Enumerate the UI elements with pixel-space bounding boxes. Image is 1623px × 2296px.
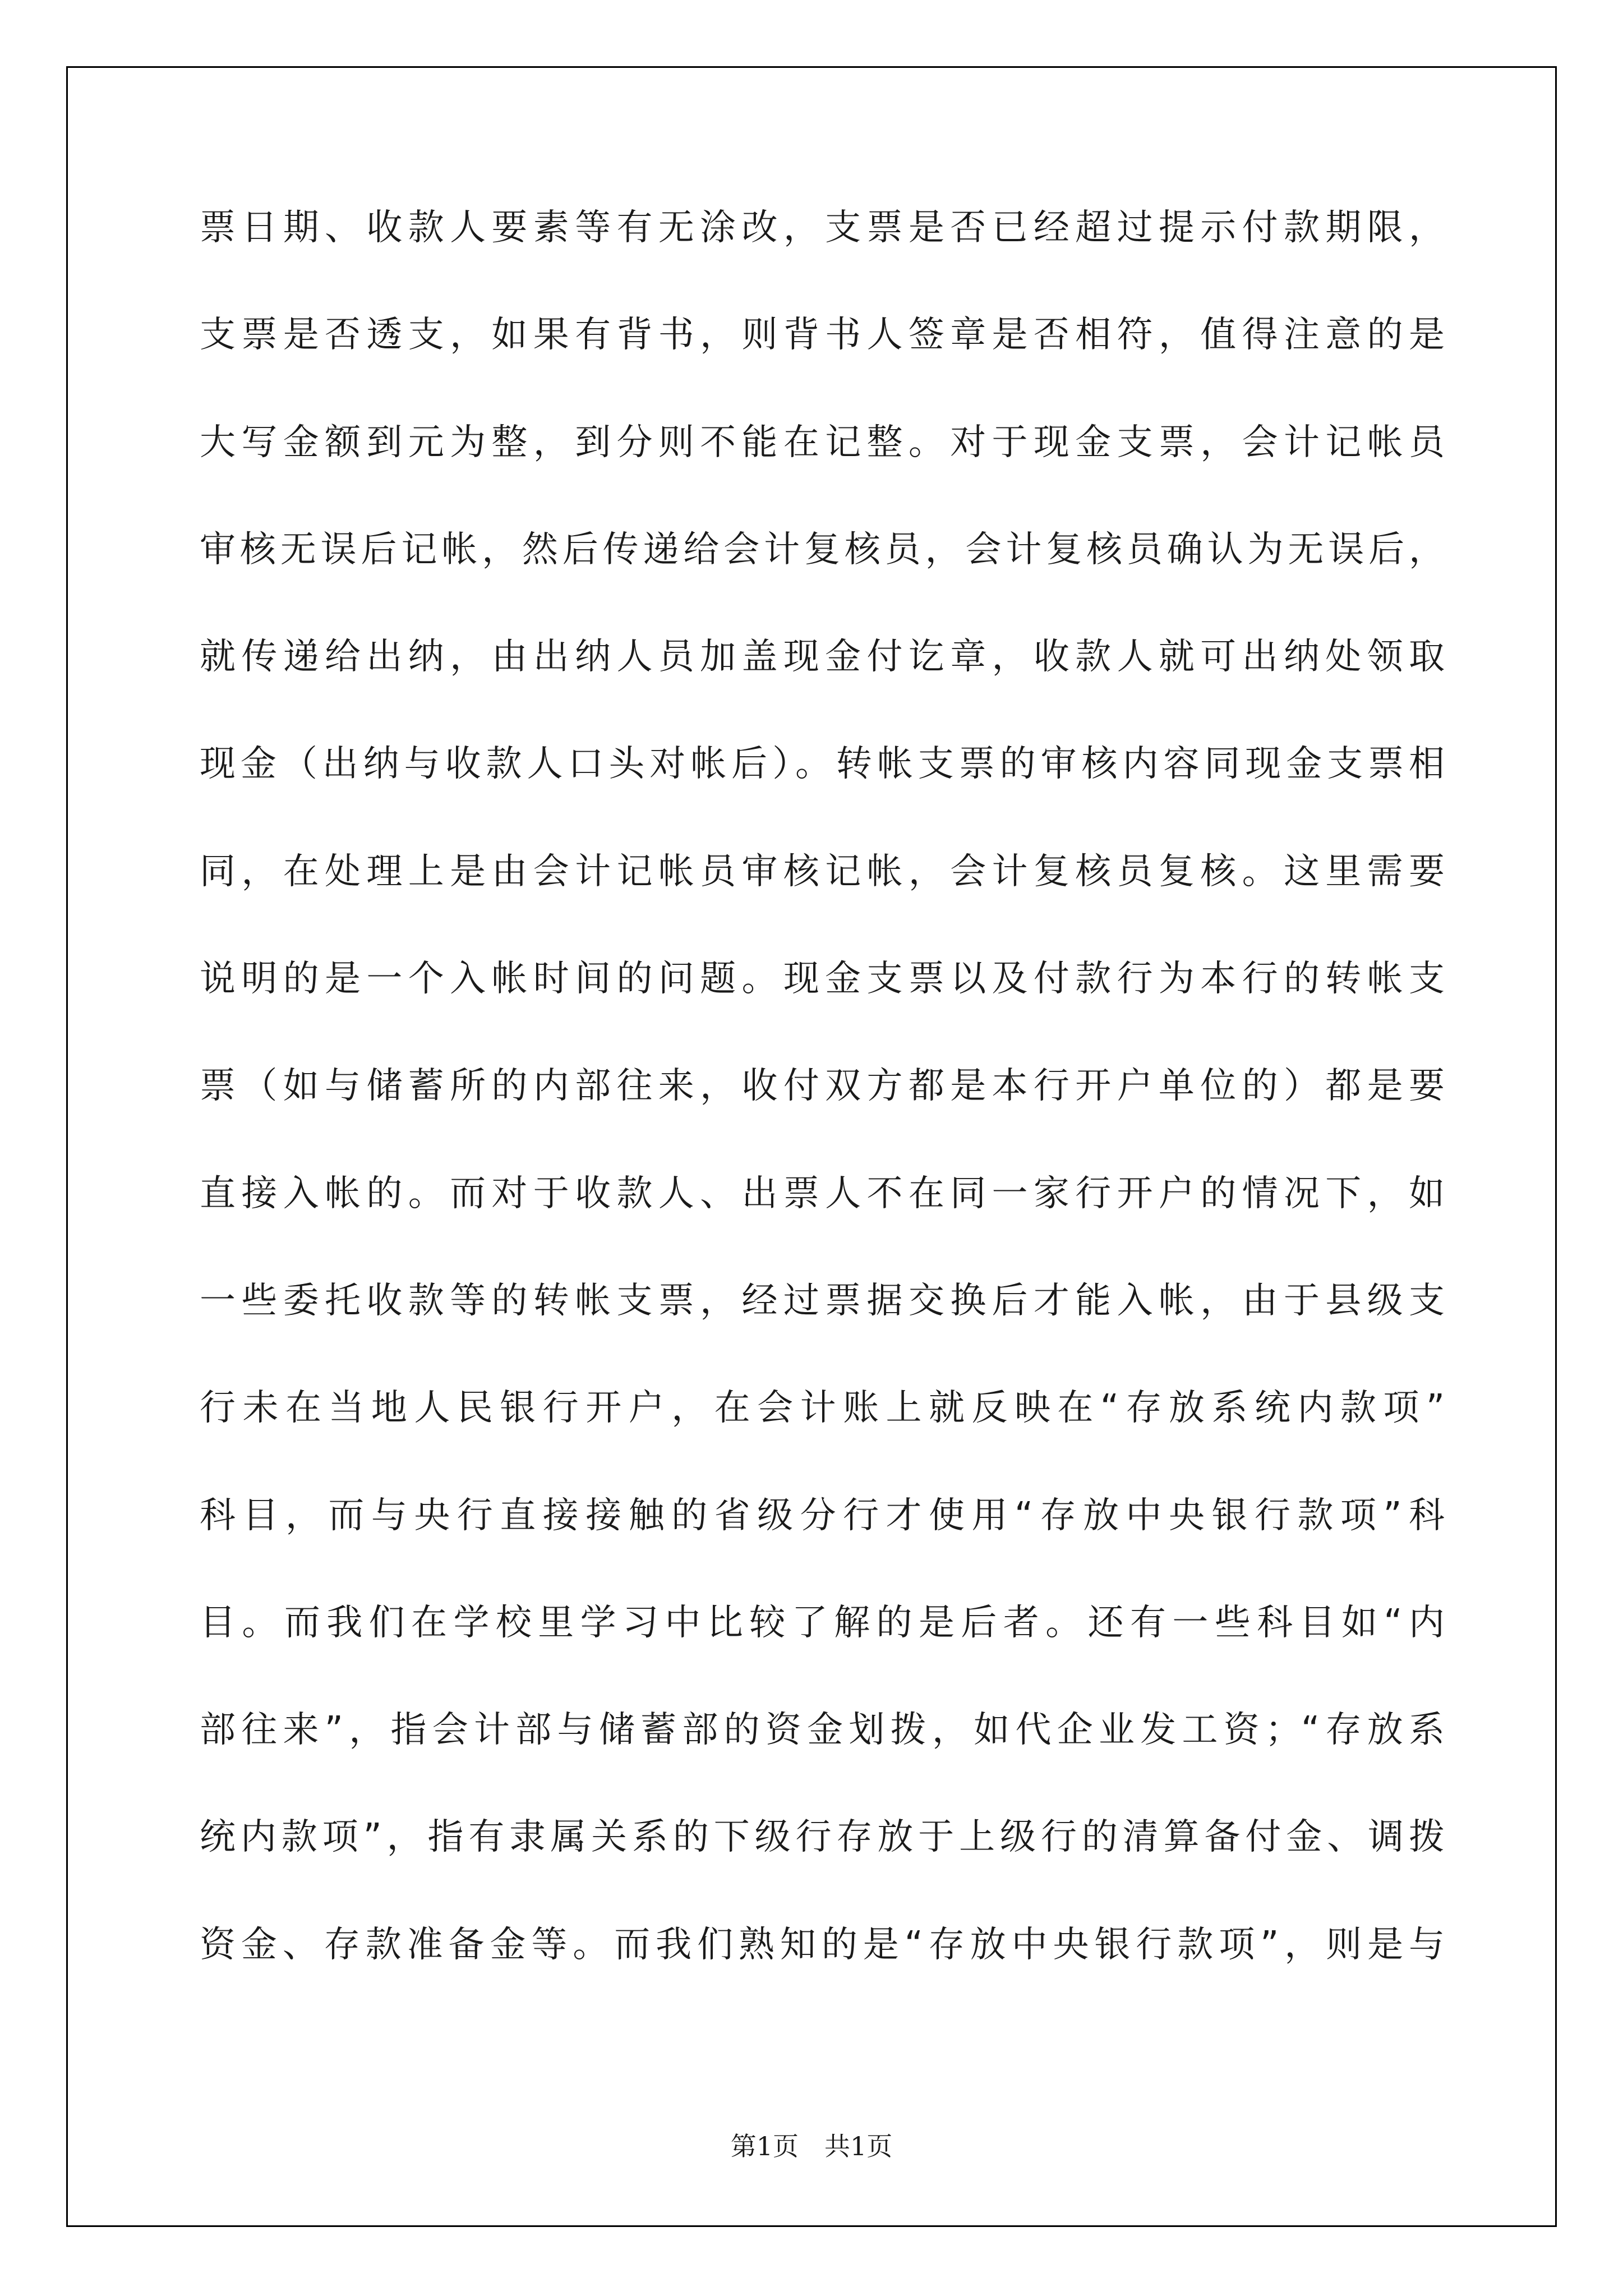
text-line: 目。而我们在学校里学习中比较了解的是后者。还有一些科目如“内 <box>200 1602 1445 1644</box>
document-body <box>200 200 1445 2024</box>
text-line: 科目，而与央行直接接触的省级分行才使用“存放中央银行款项”科 <box>200 1494 1445 1536</box>
text-line: 就传递给出纳，由出纳人员加盖现金付讫章，收款人就可出纳处领取 <box>200 636 1445 678</box>
text-line: 大写金额到元为整，到分则不能在记整。对于现金支票，会计记帐员 <box>200 421 1445 463</box>
text-line: 现金（出纳与收款人口头对帐后）。转帐支票的审核内容同现金支票相 <box>200 743 1445 785</box>
text-line: 审核无误后记帐，然后传递给会计复核员，会计复核员确认为无误后， <box>200 528 1445 570</box>
text-line: 直接入帐的。而对于收款人、出票人不在同一家行开户的情况下，如 <box>200 1172 1445 1214</box>
text-line: 部往来”，指会计部与储蓄部的资金划拨，如代企业发工资；“存放系 <box>200 1709 1445 1751</box>
text-line: 行未在当地人民银行开户，在会计账上就反映在“存放系统内款项” <box>200 1387 1445 1429</box>
text-line: 一些委托收款等的转帐支票，经过票据交换后才能入帐，由于县级支 <box>200 1280 1445 1322</box>
text-line: 票（如与储蓄所的内部往来，收付双方都是本行开户单位的）都是要 <box>200 1065 1445 1107</box>
text-line: 资金、存款准备金等。而我们熟知的是“存放中央银行款项”，则是与 <box>200 1924 1445 1966</box>
text-line: 同，在处理上是由会计记帐员审核记帐，会计复核员复核。这里需要 <box>200 850 1445 892</box>
text-line: 统内款项”，指有隶属关系的下级行存放于上级行的清算备付金、调拨 <box>200 1816 1445 1858</box>
page-number-footer: 第1页 共1页 <box>730 2131 893 2161</box>
text-line: 支票是否透支，如果有背书，则背书人签章是否相符，值得注意的是 <box>200 314 1445 356</box>
text-line: 说明的是一个入帐时间的问题。现金支票以及付款行为本行的转帐支 <box>200 958 1445 1000</box>
text-line: 票日期、收款人要素等有无涂改，支票是否已经超过提示付款期限， <box>200 207 1445 249</box>
